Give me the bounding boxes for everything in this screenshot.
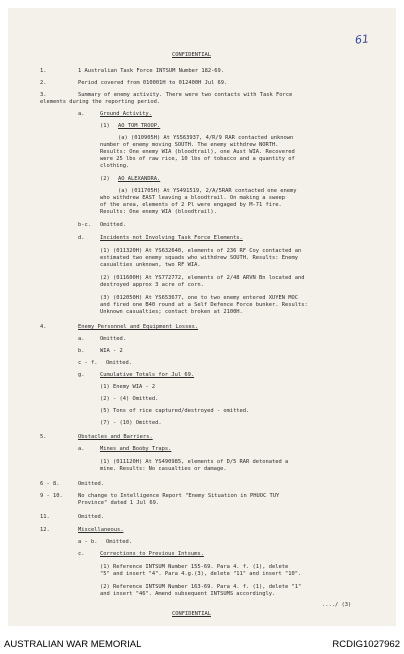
line-text: who withdrew EAST leaving a bloodtrail. On making a sweep: [100, 195, 285, 201]
line-text: (2) (011600H) At YS772772, elements of 2/48 ARVN Bn located and: [100, 275, 305, 281]
line-text: (1) Enemy WIA - 2: [100, 384, 156, 390]
line-text: WIA - 2: [100, 348, 123, 354]
continuation-marker: ..../ (3): [322, 602, 352, 608]
line-text: (1) Reference INTSUM Number 155-69. Para 4. f. (1), delete: [100, 564, 289, 570]
line-text: (7) - (10) Omitted.: [100, 420, 162, 426]
line-text: destroyed approx 3 acre of corn.: [100, 282, 204, 288]
line-text: Results: One enemy WIA (bloodtrail), one Aust WIA. Recovered: [100, 149, 295, 155]
line-number: b-c.: [78, 222, 91, 228]
line-number: 9 - 10.: [40, 493, 63, 499]
line-number: a.: [78, 446, 85, 452]
line-text: number of enemy moving SOUTH. The enemy withdrew NORTH.: [100, 142, 279, 148]
line-number: a.: [78, 111, 85, 117]
subsection-heading: AO TOM TROOP.: [118, 123, 161, 129]
line-text: Summary of enemy activity. There were two contacts with Task Force: [78, 92, 293, 98]
line-text: and fired one B40 round at a Self Defence Force bunker. Results:: [100, 302, 308, 308]
line-text: Period covered from 010001H to 012400H Jul 69.: [78, 80, 228, 86]
line-text: (1) (011320H) At YS632640, elements of 236 RF Coy contacted an: [100, 248, 302, 254]
line-number: 2.: [40, 80, 47, 86]
section-heading: Enemy Personnel and Equipment Losses.: [78, 324, 199, 330]
line-number: a - b.: [78, 539, 98, 545]
line-text: Province" dated 1 Jul 69.: [78, 500, 160, 506]
line-text: mine. Results: No casualties or damage.: [100, 466, 227, 472]
line-text: clothing.: [100, 163, 130, 169]
line-text: Unknown casualties; contact broken at 2100H.: [100, 309, 243, 315]
line-text: (2) - (4) Omitted.: [100, 396, 159, 402]
archive-name: AUSTRALIAN WAR MEMORIAL: [4, 639, 142, 650]
section-heading: Obstacles and Barriers.: [78, 434, 153, 440]
line-text: (1) (011120H) At YS490985, elements of D/5 RAR detonated a: [100, 459, 289, 465]
line-number: g.: [78, 372, 85, 378]
line-text: 1 Australian Task Force INTSUM Number 182-69.: [78, 68, 225, 74]
section-heading: Corrections to Previous Intsums.: [100, 551, 204, 557]
line-text: elements during the reporting period.: [40, 99, 161, 105]
handwritten-page-number: 61: [354, 32, 370, 47]
header-classification: CONFIDENTIAL: [172, 52, 211, 58]
line-number: 1.: [40, 68, 47, 74]
section-heading: Cumulative Totals for Jul 69.: [100, 372, 195, 378]
line-number: a.: [78, 336, 85, 342]
line-number: 4.: [40, 324, 47, 330]
section-heading: Ground Activity.: [100, 111, 152, 117]
line-text: (5) Tons of rice captured/destroyed - omitted.: [100, 408, 250, 414]
line-number: 11.: [40, 514, 50, 520]
line-text: Omitted.: [106, 539, 132, 545]
line-text: No change to Intelligence Report "Enemy Situation in PHUOC TUY: [78, 493, 280, 499]
line-number: (2): [100, 176, 110, 182]
line-number: 5.: [40, 434, 47, 440]
line-text: estimated two enemy squads who withdrew SOUTH. Results: Enemy: [100, 255, 298, 261]
line-number: 6 - 8.: [40, 481, 60, 487]
section-heading: Incidents not Involving Task Force Elements.: [100, 235, 243, 241]
line-text: Omitted.: [100, 222, 126, 228]
line-text: were 25 lbs of raw rice, 10 lbs of tobacco and a quantity of: [100, 156, 295, 162]
line-number: d.: [78, 235, 85, 241]
line-number: 3.: [40, 92, 47, 98]
archive-reference: RCDIG1027962: [332, 639, 400, 650]
line-text: Results: One enemy WIA (bloodtrail).: [100, 209, 217, 215]
line-text: "5" and insert "4". Para 4.g.(3), delete "11" and insert "10".: [100, 571, 302, 577]
line-number: b.: [78, 348, 85, 354]
line-text: (3) (012050H) At YS653677, one to two enemy entered XUYEN MOC: [100, 295, 298, 301]
line-text: and insert "46". Amend subsequent INTSUMS accordingly.: [100, 591, 276, 597]
footer-classification: CONFIDENTIAL: [172, 611, 211, 617]
line-text: of the area, elements of 2 Pl were engaged by M-71 fire.: [100, 202, 282, 208]
line-text: (a) (011705H) At YS491519, 2/A/5RAR contacted one enemy: [118, 188, 297, 194]
line-number: 12.: [40, 527, 50, 533]
section-heading: Miscellaneous.: [78, 527, 124, 533]
subsection-heading: AO ALEXANDRA.: [118, 176, 161, 182]
line-number: c.: [78, 551, 85, 557]
line-text: Omitted.: [78, 481, 104, 487]
subsection-heading: Mines and Booby Traps.: [100, 446, 172, 452]
line-text: casualties unknown, two RF WIA.: [100, 262, 201, 268]
line-number: c - f.: [78, 360, 98, 366]
line-text: Omitted.: [78, 514, 104, 520]
line-number: (1): [100, 123, 110, 129]
line-text: (a) (010905H) At YS563937, 4/R/9 RAR contacted unknown: [118, 135, 294, 141]
archive-footer: [0, 636, 404, 654]
line-text: Omitted.: [106, 360, 132, 366]
line-text: (2) Reference INTSUM Number 163-69. Para 4. f. (1), delete "1": [100, 584, 302, 590]
line-text: Omitted.: [100, 336, 126, 342]
